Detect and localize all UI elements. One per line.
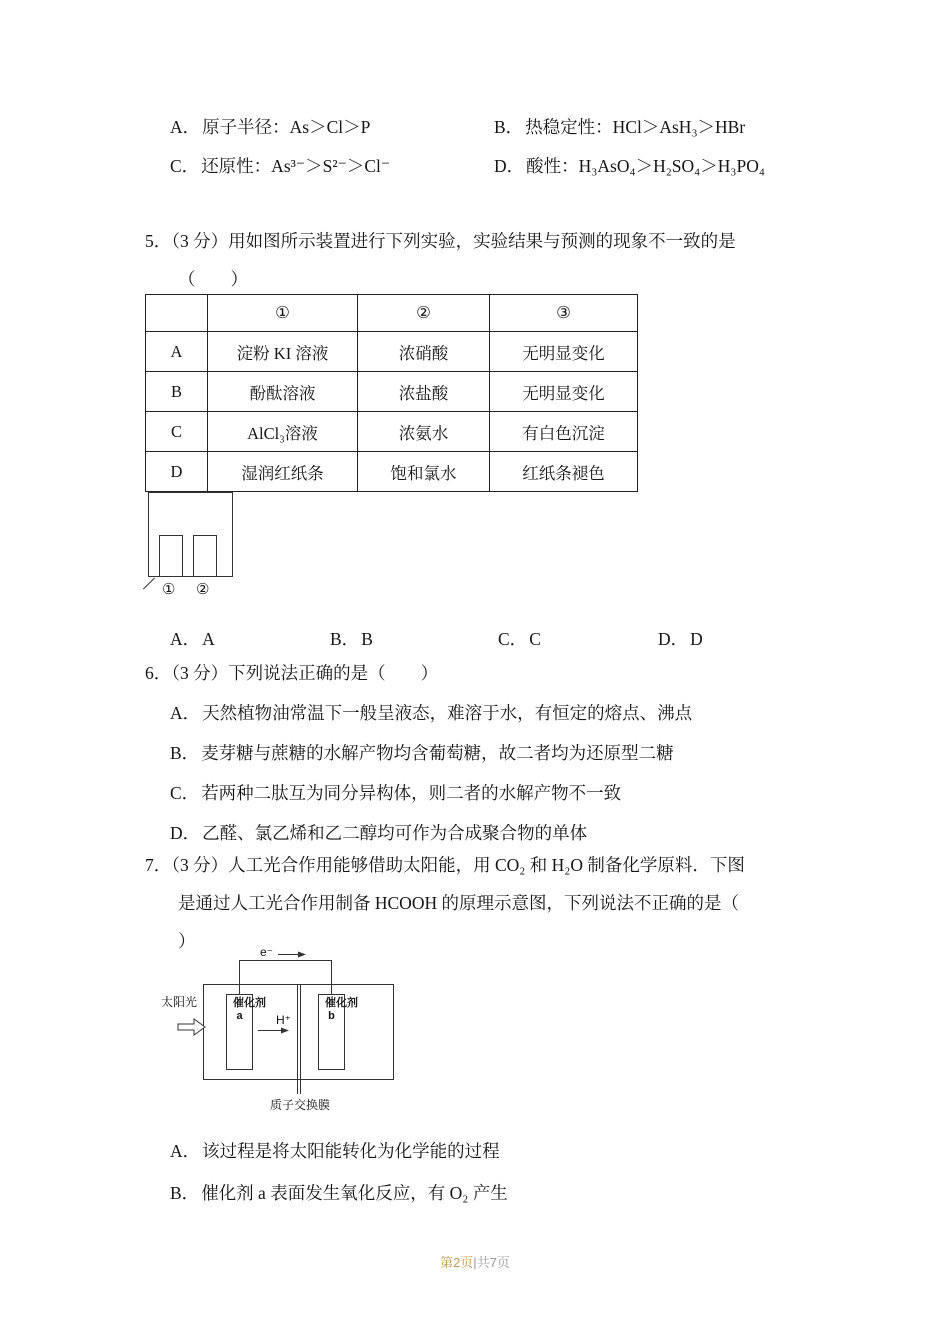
electron-label: e⁻ xyxy=(260,945,274,959)
q6-option-c-label: C． xyxy=(170,783,200,803)
table-row xyxy=(146,332,638,372)
q5-row-b-c3: 无明显变化 xyxy=(490,372,638,412)
q5-answer-d xyxy=(658,626,703,651)
membrane-label: 质子交换膜 xyxy=(269,1098,330,1112)
apparatus-label-1: ① xyxy=(162,582,176,598)
q7-stem-line1 xyxy=(145,852,745,877)
q5-experiment-table xyxy=(145,294,638,492)
q6-stem xyxy=(145,660,438,685)
q7-option-a-text: 该过程是将太阳能转化为化学能的过程 xyxy=(202,1141,500,1161)
q5-row-d-c3: 红纸条褪色 xyxy=(490,452,638,492)
q4-option-a xyxy=(170,114,370,139)
sunlight-label: 太阳光 xyxy=(161,995,198,1009)
q5-row-c-c1: AlCl₃溶液 xyxy=(208,412,358,452)
q5-answer-a xyxy=(170,626,215,651)
q6-option-d-label: D． xyxy=(170,823,201,843)
q5-row-d-c2: 饱和氯水 xyxy=(358,452,490,492)
q5-answer-a-label: A． xyxy=(170,629,201,649)
q5-table-header-row xyxy=(146,295,638,332)
catalyst-b-label xyxy=(319,997,358,1023)
q5-stem-text: （3 分）用如图所示装置进行下列实验，实验结果与预测的现象不一致的是 xyxy=(171,231,736,251)
table-row xyxy=(146,412,638,452)
q6-number: 6． xyxy=(145,663,172,683)
q5-row-a-c3: 无明显变化 xyxy=(490,332,638,372)
q4-option-b-text: 热稳定性：HCl＞AsH₃＞HBr xyxy=(525,117,746,137)
q4-option-b-label: B． xyxy=(494,117,524,137)
q7-stem-line2: 是通过人工光合作用制备 HCOOH 的原理示意图，下列说法不正确的是（ xyxy=(178,893,739,913)
q5-answer-d-label: D． xyxy=(658,629,689,649)
footer-page-number: 第2页 xyxy=(440,1255,474,1270)
q5-row-c-c3: 有白色沉淀 xyxy=(490,412,638,452)
q7-cell-diagram xyxy=(148,946,428,1118)
q6-stem-text: （3 分）下列说法正确的是（ ） xyxy=(171,663,439,683)
apparatus-label-2: ② xyxy=(196,582,210,598)
q5-row-b-label: B xyxy=(146,372,208,412)
q5-answer-c-text: C xyxy=(529,629,541,649)
q4-option-d xyxy=(494,153,765,178)
q4-option-a-text: 原子半径：As＞Cl＞P xyxy=(202,117,371,137)
catalyst-a-sub: a xyxy=(236,1010,243,1022)
table-row xyxy=(146,452,638,492)
catalyst-b-sub: b xyxy=(328,1010,335,1022)
q4-option-c xyxy=(170,153,390,178)
proton-label: H⁺ xyxy=(276,1013,291,1027)
q5-row-a-label: A xyxy=(146,332,208,372)
q5-answer-c-label: C． xyxy=(498,629,528,649)
q5-row-c-c2: 浓氨水 xyxy=(358,412,490,452)
q5-answer-c xyxy=(498,626,541,651)
footer-separator: | xyxy=(473,1255,477,1270)
footer-total-pages: 共7页 xyxy=(476,1255,510,1270)
q5-row-a-c1: 淀粉 KI 溶液 xyxy=(208,332,358,372)
q5-th-2: ② xyxy=(358,295,490,332)
q6-option-c-text: 若两种二肽互为同分异构体，则二者的水解产物不一致 xyxy=(201,783,622,803)
q5-answer-d-text: D xyxy=(690,629,703,649)
q6-option-c xyxy=(170,780,621,805)
q5-th-blank xyxy=(146,295,208,332)
q5-row-a-c2: 浓硝酸 xyxy=(358,332,490,372)
q7-option-b-label: B． xyxy=(170,1183,200,1203)
q6-option-b-label: B． xyxy=(170,743,200,763)
q4-option-b xyxy=(494,114,745,139)
q7-number: 7． xyxy=(145,855,172,875)
q5-th-3: ③ xyxy=(490,295,638,332)
q6-option-a-text: 天然植物油常温下一般呈液态，难溶于水，有恒定的熔点、沸点 xyxy=(202,703,693,723)
cell-diagram-drawing xyxy=(148,946,428,1118)
q7-stem-text1: （3 分）人工光合作用能够借助太阳能，用 CO₂ 和 H₂O 制备化学原料．下图 xyxy=(171,855,745,875)
apparatus-beaker-1 xyxy=(159,535,183,577)
q4-option-c-text: 还原性：As³⁻＞S²⁻＞Cl⁻ xyxy=(201,156,391,176)
catalyst-a-label xyxy=(227,997,266,1023)
q5-th-1: ① xyxy=(208,295,358,332)
q4-option-c-label: C． xyxy=(170,156,200,176)
apparatus-beaker-2 xyxy=(193,535,217,577)
q6-option-a-label: A． xyxy=(170,703,201,723)
q7-option-a xyxy=(170,1138,500,1163)
q5-answer-b xyxy=(330,626,373,651)
q5-row-c-label: C xyxy=(146,412,208,452)
q5-stem-line2: （ ） xyxy=(178,269,248,289)
q5-stem-line1 xyxy=(145,228,736,253)
table-row xyxy=(146,372,638,412)
q5-apparatus-diagram xyxy=(145,490,255,605)
q5-number: 5． xyxy=(145,231,172,251)
q5-answer-b-label: B． xyxy=(330,629,360,649)
q6-option-a xyxy=(170,700,692,725)
q5-row-b-c1: 酚酞溶液 xyxy=(208,372,358,412)
apparatus-stand-line xyxy=(143,577,155,589)
q6-option-d xyxy=(170,820,587,845)
q4-option-d-label: D． xyxy=(494,156,525,176)
q4-option-a-label: A． xyxy=(170,117,201,137)
q5-answer-b-text: B xyxy=(361,629,373,649)
q5-row-b-c2: 浓盐酸 xyxy=(358,372,490,412)
catalyst-b-text: 催化剂 xyxy=(325,997,358,1009)
q6-option-b xyxy=(170,740,674,765)
catalyst-a-text: 催化剂 xyxy=(233,997,266,1009)
q7-stem-line3: ） xyxy=(178,931,196,951)
q5-answer-a-text: A xyxy=(202,629,215,649)
q7-option-b-text: 催化剂 a 表面发生氧化反应，有 O₂ 产生 xyxy=(201,1183,508,1203)
page-footer xyxy=(0,1252,950,1271)
q6-option-d-text: 乙醛、氯乙烯和乙二醇均可作为合成聚合物的单体 xyxy=(202,823,588,843)
q5-row-d-c1: 湿润红纸条 xyxy=(208,452,358,492)
q5-row-d-label: D xyxy=(146,452,208,492)
q4-option-d-text: 酸性：H₃AsO₄＞H₂SO₄＞H₃PO₄ xyxy=(526,156,765,176)
q7-option-b xyxy=(170,1180,508,1205)
q6-option-b-text: 麦芽糖与蔗糖的水解产物均含葡萄糖，故二者均为还原型二糖 xyxy=(201,743,674,763)
q7-option-a-label: A． xyxy=(170,1141,201,1161)
